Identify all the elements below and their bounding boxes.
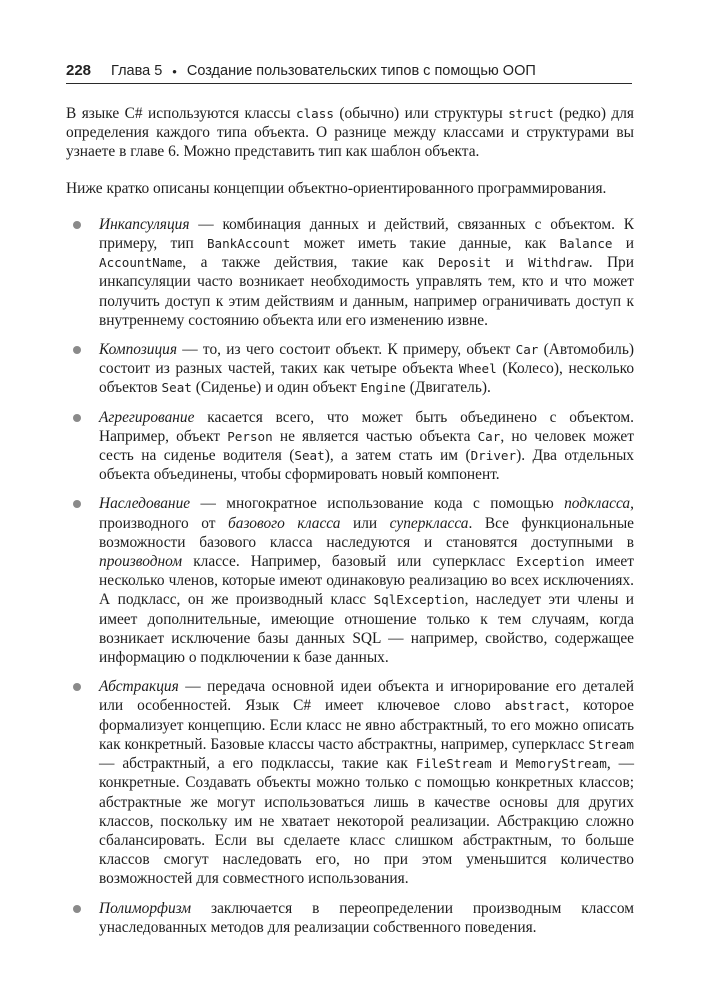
bullet-icon [73,346,81,354]
text-run: или [340,514,390,532]
list-item [66,215,634,330]
oop-concepts-list [66,215,634,937]
code-identifier: Driver [470,448,517,464]
emphasized-term: Агрегирование [99,408,195,426]
code-identifier: BankAccount [206,236,291,252]
list-item [66,340,634,398]
list-item [66,408,634,485]
text-run: В языке C# используются классы [66,105,297,122]
list-item-text [99,216,634,329]
code-identifier: Seat [294,448,325,464]
code-identifier: Withdraw [528,255,589,271]
text-run: . Все функциональные возможности базового класса наследуются и становятся доступными в [99,514,634,551]
text-run: ). Два отдельных объекта объединены, чтобы сформировать новый компонент. [99,447,634,484]
emphasized-term: Абстракция [99,678,179,696]
text-run: и [491,755,516,773]
page-number: 228 [66,62,92,79]
text-run: заключается в переопределении производным классом унаследованных методов для реализации собственного поведения. [99,899,634,936]
code-identifier: FileStream [415,756,492,772]
code-identifier: Balance [559,236,613,252]
emphasized-term: подкласса [564,495,631,513]
text-run: — то, из чего состоит объект. К примеру, объект [177,341,516,359]
bullet-icon [73,683,81,691]
text-run: , но человек может сесть на сиденье водителя ( [99,427,634,465]
text-run: — многократное использование кода с помощью [190,495,565,513]
bullet-icon [73,905,81,913]
text-run: ), а затем стать им ( [324,447,471,465]
code-identifier: AccountName [99,255,183,271]
code-identifier: class [296,106,334,121]
text-run: (Двигатель). [405,379,491,397]
text-run: и [491,254,529,272]
text-run: , — конкретные. Создавать объекты можно только с помощью конкретных классов; абстрактные же могут использоваться лишь в качестве основы для других классов, поскольку им не хватает некоторой реализации. Абстракцию сложно сбалансировать. Если вы сделаете класс слишком абстрактным, то больше классов смогут наследовать его, но при этом уменьшится количество возможностей для совместного использования. [99,755,634,888]
text-run: , а также действия, такие как [182,254,439,272]
code-identifier: Exception [516,554,585,570]
code-identifier: Car [477,428,501,444]
text-run: и [612,235,634,253]
text-run: — комбинация данных и действий, связанных с объектом. К примеру, тип [99,215,634,253]
bullet-icon [73,414,81,422]
text-run: Ниже кратко описаны концепции объектно-ориентированного программирования. [66,179,607,197]
page-body [66,104,634,947]
text-run: касается всего, что может быть объединено с объектом. Например, объект [99,408,634,445]
text-run: (Сиденье) и один объект [191,379,361,397]
code-identifier: SqlException [373,592,465,608]
code-identifier: MemoryStream [515,756,607,772]
emphasized-term: Наследование [99,495,191,513]
list-item-text [99,900,634,936]
list-item [66,494,634,667]
text-run: (Колесо), несколько объектов [99,360,635,397]
code-identifier: Deposit [438,255,492,271]
emphasized-term: суперкласса [389,514,469,532]
text-run: не является частью объекта [272,427,478,445]
text-run: , наследует эти члены и имеет дополнительные, имеющие отношение только к тем случаям, когда возникает исключение базы данных SQL — например, свойство, содержащее информацию о подключении к базе данных. [99,591,634,667]
code-identifier: struct [508,106,554,121]
running-header [66,55,632,84]
intro-paragraph-1 [66,104,634,162]
code-identifier: Person [227,428,273,444]
text-run: , которое формализует концепцию. Если класс не явно абстрактный, то его можно описать как конкретный. Базовые классы часто абстрактны, например, суперкласс [99,697,634,753]
emphasized-term: базового класса [228,514,341,532]
emphasized-term: Полиморфизм [99,899,192,917]
bullet-icon [73,500,81,508]
header-separator: • [172,64,177,79]
text-run: , производного от [99,495,634,532]
emphasized-term: Инкапсуляция [99,215,190,233]
text-run: имеет несколько членов, которые имеют одинаковую реализацию во всех исключениях. А подкласс, он же производный класс [99,553,634,609]
list-item [66,899,634,937]
text-run: (редко) для определения каждого типа объекта. О разнице между классами и структурами вы узнаете в главе 6. Можно представить тип как шаблон объекта. [66,105,634,161]
chapter-title: Создание пользовательских типов с помощью ООП [186,63,536,79]
bullet-icon [73,221,81,229]
intro-paragraph-2 [66,179,634,198]
text-run: — абстрактный, а его подклассы, такие как [99,755,416,773]
text-run: . При инкапсуляции часто возникает необходимость управлять тем, кто и что может получить доступ к этим действиям и данным, например ограничивать доступ к внутреннему состоянию объекта или его изменению извне. [99,254,634,329]
code-identifier: Car [515,342,539,358]
code-identifier: Seat [161,380,192,396]
chapter-label: Глава 5 [111,63,163,79]
code-identifier: abstract [504,698,566,714]
text-run: — передача основной идеи объекта и игнорирование его деталей или особенностей. Язык C# имеет ключевое слово [99,678,634,715]
code-identifier: Stream [588,736,634,752]
list-item-text [99,678,634,887]
emphasized-term: производном [99,553,183,571]
text-run: (Автомобиль) состоит из разных частей, таких как четыре объекта [99,341,634,378]
list-item-text [99,409,634,484]
text-run: классе. Например, базовый или суперкласс [182,553,517,571]
text-run: (обычно) или структуры [333,105,509,122]
text-run: может иметь такие данные, как [290,235,560,253]
emphasized-term: Композиция [99,341,177,359]
list-item-text [99,495,634,666]
list-item-text [99,341,634,396]
code-identifier: Wheel [458,361,497,377]
code-identifier: Engine [360,380,406,396]
list-item [66,677,634,888]
